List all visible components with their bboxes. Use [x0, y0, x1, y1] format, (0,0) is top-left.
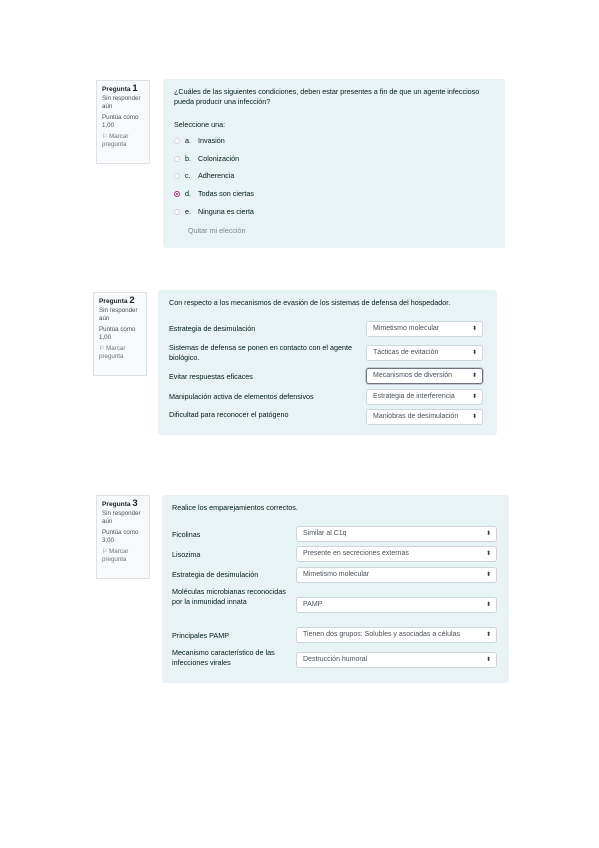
- updown-arrow-icon: ⬍: [485, 632, 491, 638]
- updown-arrow-icon: ⬍: [471, 373, 477, 379]
- question-text: ¿Cuáles de las siguientes condiciones, deben estar presentes a fin de que un agente infeccioso pueda producir una infección?: [174, 87, 480, 106]
- updown-arrow-icon: ⬍: [485, 657, 491, 663]
- option-a[interactable]: a. Invasión: [174, 136, 225, 146]
- match-label: Estrategia de desimulación: [172, 570, 259, 579]
- flag-icon: ⚐: [102, 134, 108, 140]
- question-content-1: [163, 79, 505, 248]
- flag-question-link[interactable]: ⚐ Marcar pregunta: [102, 548, 129, 563]
- answer-prompt: Seleccione una:: [174, 120, 226, 129]
- question-number: Pregunta 3: [102, 498, 138, 509]
- match-select[interactable]: Estrategia de interferencia ⬍: [366, 389, 483, 405]
- option-label: Ninguna es cierta: [198, 207, 254, 216]
- question-score: Puntúa como 1,00: [102, 114, 139, 129]
- clear-choice-link[interactable]: Quitar mi elección: [188, 226, 246, 235]
- match-select[interactable]: Mimetismo molecular ⬍: [296, 567, 497, 583]
- option-label: Adherencia: [198, 171, 235, 180]
- question-status: Sin responder aún: [102, 95, 141, 110]
- radio-icon[interactable]: [174, 173, 180, 179]
- question-status: Sin responder aún: [102, 510, 141, 525]
- question-score: Puntúa como 1,00: [99, 326, 136, 341]
- match-select[interactable]: Presente en secreciones externas ⬍: [296, 546, 497, 562]
- match-select[interactable]: Destrucción humoral ⬍: [296, 652, 497, 668]
- updown-arrow-icon: ⬍: [471, 394, 477, 400]
- question-text: Con respecto a los mecanismos de evasión de los sistemas de defensa del hospedador.: [169, 298, 451, 307]
- match-label: Evitar respuestas eficaces: [169, 372, 253, 381]
- updown-arrow-icon: ⬍: [485, 602, 491, 608]
- match-select[interactable]: PAMP ⬍: [296, 597, 497, 613]
- match-select[interactable]: Maniobras de desimulación ⬍: [366, 409, 483, 425]
- match-label: Moléculas microbianas reconocidas por la inmunidad innata: [172, 587, 286, 606]
- updown-arrow-icon: ⬍: [471, 326, 477, 332]
- question-number: Pregunta 2: [99, 295, 135, 306]
- radio-icon[interactable]: [174, 156, 180, 162]
- option-c[interactable]: c. Adherencia: [174, 171, 234, 181]
- option-label: Todas son ciertas: [198, 189, 254, 198]
- question-status: Sin responder aún: [99, 307, 138, 322]
- match-label: Dificultad para reconocer el patógeno: [169, 410, 289, 419]
- question-content-2: [158, 290, 497, 435]
- question-number: Pregunta 1: [102, 83, 138, 94]
- flag-icon: ⚐: [102, 549, 108, 555]
- match-select[interactable]: Tácticas de evitación ⬍: [366, 345, 483, 361]
- radio-icon[interactable]: [174, 209, 180, 215]
- updown-arrow-icon: ⬍: [485, 572, 491, 578]
- updown-arrow-icon: ⬍: [485, 531, 491, 537]
- updown-arrow-icon: ⬍: [471, 414, 477, 420]
- match-label: Mecanismo característico de las infecciones virales: [172, 648, 275, 667]
- option-e[interactable]: e. Ninguna es cierta: [174, 207, 254, 217]
- match-label: Ficolinas: [172, 530, 201, 539]
- question-info-3: [96, 495, 150, 579]
- match-select-focused[interactable]: Mecanismos de diversión ⬍: [366, 368, 483, 384]
- match-label: Principales PAMP: [172, 631, 229, 640]
- updown-arrow-icon: ⬍: [485, 551, 491, 557]
- question-content-3: [162, 495, 509, 683]
- option-label: Invasión: [198, 136, 225, 145]
- option-d[interactable]: d. Todas son ciertas: [174, 189, 254, 199]
- radio-icon-selected[interactable]: [174, 191, 180, 197]
- match-select[interactable]: Tienen dos grupos: Solubles y asociadas a células ⬍: [296, 627, 497, 643]
- flag-question-link[interactable]: ⚐ Marcar pregunta: [99, 345, 126, 360]
- radio-icon[interactable]: [174, 138, 180, 144]
- flag-icon: ⚐: [99, 346, 105, 352]
- flag-question-link[interactable]: ⚐ Marcar pregunta: [102, 133, 129, 148]
- updown-arrow-icon: ⬍: [471, 350, 477, 356]
- question-info-2: [93, 292, 147, 376]
- match-label: Manipulación activa de elementos defensivos: [169, 392, 314, 401]
- match-label: Sistemas de defensa se ponen en contacto con el agente biológico.: [169, 343, 353, 362]
- match-label: Lisozima: [172, 550, 201, 559]
- question-score: Puntúa como 3,00: [102, 529, 139, 544]
- match-label: Estrategia de desimulación: [169, 324, 256, 333]
- match-select[interactable]: Mimetismo molecular ⬍: [366, 321, 483, 337]
- option-label: Colonización: [198, 154, 240, 163]
- question-text: Realice los emparejamientos correctos.: [172, 503, 298, 512]
- option-b[interactable]: b. Colonización: [174, 154, 239, 164]
- match-select[interactable]: Similar al C1q ⬍: [296, 526, 497, 542]
- question-info-1: [96, 80, 150, 164]
